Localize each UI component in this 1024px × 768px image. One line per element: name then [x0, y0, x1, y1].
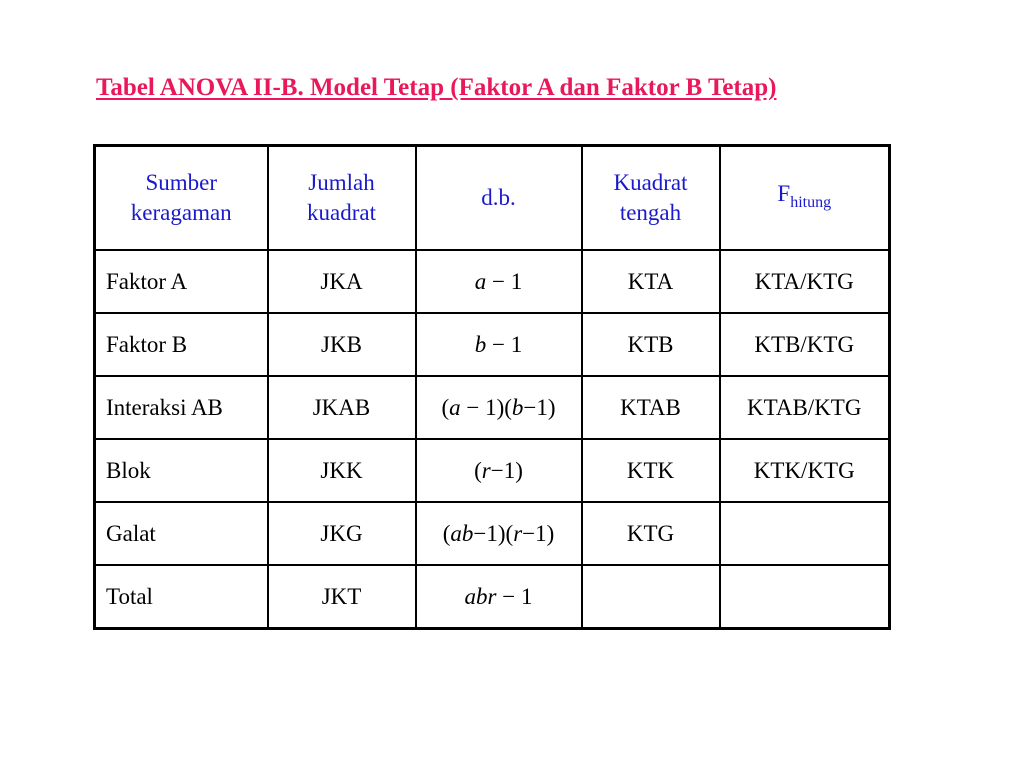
cell-source: Blok [95, 439, 268, 502]
cell-df [416, 313, 582, 376]
anova-table [93, 144, 891, 630]
cell-sum-squares: JKAB [268, 376, 416, 439]
cell-source: Interaksi AB [95, 376, 268, 439]
cell-sum-squares: JKK [268, 439, 416, 502]
df-expression: (ab−1)(r−1) [442, 520, 555, 546]
cell-source: Faktor B [95, 313, 268, 376]
header-df-label: d.b. [481, 185, 516, 210]
cell-source: Total [95, 565, 268, 629]
cell-sum-squares: JKA [268, 250, 416, 313]
table-row [95, 250, 890, 313]
cell-mean-square: KTA [582, 250, 720, 313]
cell-sum-squares: JKT [268, 565, 416, 629]
cell-f-value: KTAB/KTG [720, 376, 890, 439]
table-row [95, 439, 890, 502]
cell-mean-square [582, 565, 720, 629]
cell-sum-squares: JKB [268, 313, 416, 376]
table-row [95, 565, 890, 629]
df-expression: (r−1) [474, 457, 523, 483]
cell-df [416, 502, 582, 565]
header-sum-squares-label: Jumlah kuadrat [307, 170, 376, 225]
table-title: Tabel ANOVA II-B. Model Tetap (Faktor A dan Faktor B Tetap) [96, 74, 777, 101]
cell-df [416, 565, 582, 629]
cell-source: Faktor A [95, 250, 268, 313]
table-row [95, 376, 890, 439]
header-f-main: F [777, 180, 791, 206]
cell-df [416, 250, 582, 313]
df-expression: b − 1 [474, 331, 523, 357]
header-f-value [720, 146, 890, 251]
table-row [95, 313, 890, 376]
header-df [416, 146, 582, 251]
cell-f-value [720, 565, 890, 629]
table-row [95, 502, 890, 565]
header-f-subscript: hitung [790, 193, 832, 211]
header-source-label: Sumber keragaman [130, 170, 232, 225]
header-mean-square-label: Kuadrat tengah [613, 170, 688, 225]
cell-mean-square: KTAB [582, 376, 720, 439]
cell-mean-square: KTK [582, 439, 720, 502]
df-expression: (a − 1)(b−1) [441, 394, 556, 420]
header-sum-squares [268, 146, 416, 251]
cell-sum-squares: JKG [268, 502, 416, 565]
cell-f-value [720, 502, 890, 565]
header-row [95, 146, 890, 251]
df-expression: abr − 1 [464, 583, 533, 609]
cell-df [416, 439, 582, 502]
df-expression: a − 1 [474, 268, 523, 294]
header-source [95, 146, 268, 251]
cell-mean-square: KTG [582, 502, 720, 565]
cell-source: Galat [95, 502, 268, 565]
header-mean-square [582, 146, 720, 251]
cell-f-value: KTB/KTG [720, 313, 890, 376]
cell-f-value: KTA/KTG [720, 250, 890, 313]
cell-f-value: KTK/KTG [720, 439, 890, 502]
cell-mean-square: KTB [582, 313, 720, 376]
cell-df [416, 376, 582, 439]
